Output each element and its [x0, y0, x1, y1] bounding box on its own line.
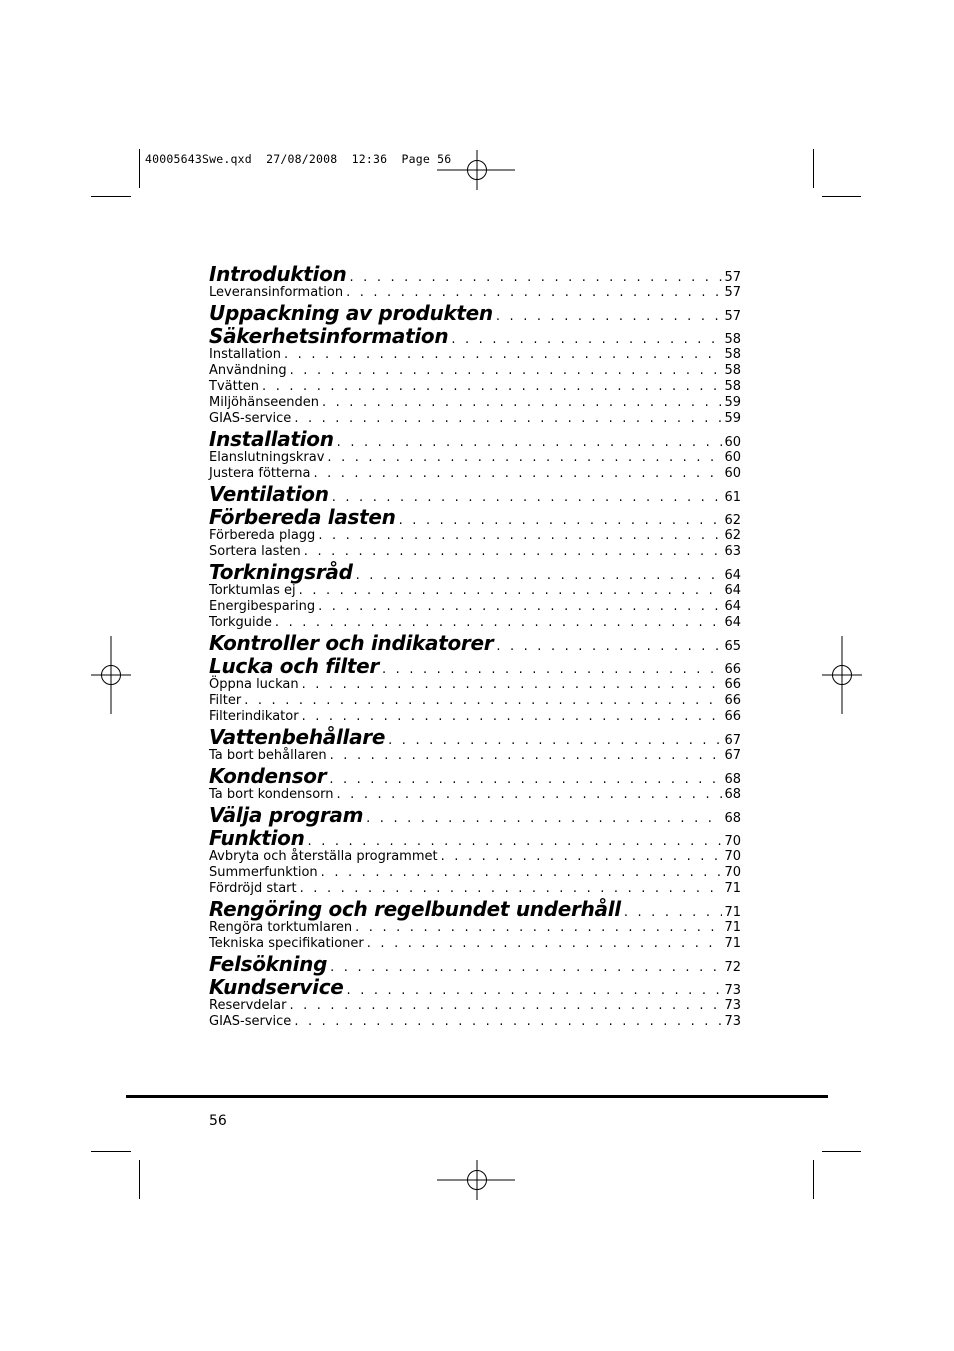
- toc-entry-page: 71: [724, 920, 741, 935]
- toc-entry-title: Rengöra torktumlaren: [209, 920, 353, 935]
- toc-entry-title: Förbereda lasten: [209, 505, 396, 529]
- toc-subsection-entry: [209, 544, 741, 560]
- toc-entry-title: Filter: [209, 693, 242, 708]
- toc-entry-page: 58: [724, 347, 741, 362]
- toc-entry-title: Öppna luckan: [209, 677, 299, 692]
- toc-subsection-entry: [209, 599, 741, 615]
- toc-entry-page: 64: [724, 599, 741, 614]
- dot-leader: [321, 865, 723, 880]
- toc-entry-page: 67: [724, 748, 741, 763]
- toc-entry-page: 73: [724, 998, 741, 1013]
- toc-entry-title: Ventilation: [209, 482, 329, 506]
- toc-section-entry: [209, 826, 741, 849]
- dot-leader: [350, 270, 723, 285]
- toc-subsection-entry: [209, 466, 741, 482]
- toc-entry-title: Torktumlas ej: [209, 583, 296, 598]
- toc-entry-title: Miljöhänseenden: [209, 395, 319, 410]
- dot-leader: [330, 960, 722, 975]
- dot-leader: [330, 748, 723, 763]
- toc-entry-title: Uppackning av produkten: [209, 301, 493, 325]
- toc-entry-page: 60: [724, 435, 741, 450]
- toc-entry-page: 71: [724, 881, 741, 896]
- toc-entry-title: Summerfunktion: [209, 865, 318, 880]
- dot-leader: [322, 395, 723, 410]
- toc-section-entry: [209, 764, 741, 787]
- toc-section-entry: [209, 654, 741, 677]
- table-of-contents: [209, 262, 741, 1030]
- dot-leader: [346, 285, 722, 300]
- dot-leader: [441, 849, 723, 864]
- dot-leader: [337, 435, 723, 450]
- toc-subsection-entry: [209, 748, 741, 764]
- toc-entry-page: 64: [724, 615, 741, 630]
- toc-entry-page: 64: [724, 583, 741, 598]
- toc-subsection-entry: [209, 583, 741, 599]
- dot-leader: [300, 881, 723, 896]
- toc-entry-title: Installation: [209, 347, 282, 362]
- toc-subsection-entry: [209, 1014, 741, 1030]
- toc-entry-title: Säkerhetsinformation: [209, 324, 449, 348]
- dot-leader: [302, 677, 723, 692]
- toc-entry-page: 62: [724, 528, 741, 543]
- toc-entry-page: 73: [724, 1014, 741, 1029]
- toc-entry-page: 58: [724, 363, 741, 378]
- dot-leader: [366, 811, 722, 826]
- dot-leader: [299, 583, 723, 598]
- toc-entry-title: Kundservice: [209, 975, 344, 999]
- toc-entry-title: Lucka och filter: [209, 654, 379, 678]
- toc-section-entry: [209, 952, 741, 975]
- toc-subsection-entry: [209, 936, 741, 952]
- dot-leader: [399, 513, 723, 528]
- toc-entry-title: Elanslutningskrav: [209, 450, 325, 465]
- dot-leader: [496, 309, 723, 324]
- toc-entry-page: 67: [724, 733, 741, 748]
- toc-entry-title: Reservdelar: [209, 998, 287, 1013]
- crop-mark-top-left-horizontal: [91, 196, 131, 197]
- crop-mark-bottom-right-horizontal: [822, 1151, 861, 1152]
- crop-mark-bottom-left-horizontal: [91, 1151, 131, 1152]
- toc-entry-page: 60: [724, 450, 741, 465]
- dot-leader: [290, 363, 723, 378]
- dot-leader: [302, 709, 723, 724]
- toc-entry-page: 59: [724, 395, 741, 410]
- toc-section-entry: [209, 505, 741, 528]
- toc-entry-title: Leveransinformation: [209, 285, 344, 300]
- toc-entry-title: Fördröjd start: [209, 881, 297, 896]
- footer-rule: [126, 1095, 828, 1098]
- toc-entry-page: 58: [724, 332, 741, 347]
- toc-entry-title: Energibesparing: [209, 599, 316, 614]
- dot-leader: [355, 920, 722, 935]
- toc-section-entry: [209, 725, 741, 748]
- toc-subsection-entry: [209, 395, 741, 411]
- toc-subsection-entry: [209, 615, 741, 631]
- toc-entry-title: Tvätten: [209, 379, 260, 394]
- toc-entry-page: 68: [724, 772, 741, 787]
- toc-entry-page: 60: [724, 466, 741, 481]
- toc-entry-page: 57: [724, 309, 741, 324]
- toc-section-entry: [209, 262, 741, 285]
- dot-leader: [382, 662, 722, 677]
- dot-leader: [294, 411, 722, 426]
- toc-subsection-entry: [209, 865, 741, 881]
- toc-entry-page: 71: [724, 905, 741, 920]
- dot-leader: [284, 347, 722, 362]
- toc-entry-title: Välja program: [209, 803, 364, 827]
- toc-entry-page: 68: [724, 811, 741, 826]
- toc-entry-title: Vattenbehållare: [209, 725, 386, 749]
- toc-section-entry: [209, 631, 741, 654]
- toc-entry-page: 66: [724, 693, 741, 708]
- toc-entry-page: 72: [724, 960, 741, 975]
- toc-entry-title: Sortera lasten: [209, 544, 301, 559]
- toc-subsection-entry: [209, 379, 741, 395]
- toc-subsection-entry: [209, 920, 741, 936]
- dot-leader: [332, 490, 723, 505]
- toc-entry-page: 66: [724, 709, 741, 724]
- crop-mark-top-right-horizontal: [822, 196, 861, 197]
- toc-section-entry: [209, 482, 741, 505]
- toc-entry-title: Installation: [209, 427, 334, 451]
- toc-entry-page: 64: [724, 568, 741, 583]
- toc-entry-page: 59: [724, 411, 741, 426]
- toc-entry-page: 63: [724, 544, 741, 559]
- toc-entry-title: Funktion: [209, 826, 305, 850]
- toc-entry-title: Kontroller och indikatorer: [209, 631, 494, 655]
- dot-leader: [329, 772, 722, 787]
- dot-leader: [388, 733, 722, 748]
- toc-entry-title: GIAS-service: [209, 411, 292, 426]
- toc-entry-title: Rengöring och regelbundet underhåll: [209, 897, 621, 921]
- toc-subsection-entry: [209, 285, 741, 301]
- toc-subsection-entry: [209, 849, 741, 865]
- toc-entry-title: Förbereda plagg: [209, 528, 316, 543]
- dot-leader: [356, 568, 723, 583]
- toc-subsection-entry: [209, 677, 741, 693]
- toc-entry-page: 57: [724, 285, 741, 300]
- page-number: 56: [209, 1113, 227, 1129]
- toc-subsection-entry: [209, 411, 741, 427]
- registration-mark-top-icon: [437, 150, 517, 190]
- toc-section-entry: [209, 897, 741, 920]
- toc-subsection-entry: [209, 709, 741, 725]
- toc-entry-title: Avbryta och återställa programmet: [209, 849, 438, 864]
- dot-leader: [294, 1014, 722, 1029]
- dot-leader: [624, 905, 723, 920]
- dot-leader: [275, 615, 723, 630]
- toc-entry-title: Kondensor: [209, 764, 327, 788]
- toc-entry-page: 65: [724, 639, 741, 654]
- crop-mark-bottom-left-vertical: [139, 1160, 140, 1199]
- toc-subsection-entry: [209, 998, 741, 1014]
- toc-entry-page: 66: [724, 662, 741, 677]
- toc-entry-title: Tekniska specifikationer: [209, 936, 364, 951]
- dot-leader: [289, 998, 722, 1013]
- toc-entry-title: GIAS-service: [209, 1014, 292, 1029]
- dot-leader: [451, 332, 722, 347]
- toc-entry-title: Filterindikator: [209, 709, 299, 724]
- toc-entry-page: 70: [724, 834, 741, 849]
- dot-leader: [262, 379, 722, 394]
- toc-entry-page: 61: [724, 490, 741, 505]
- toc-entry-page: 70: [724, 849, 741, 864]
- toc-entry-page: 68: [724, 787, 741, 802]
- toc-subsection-entry: [209, 693, 741, 709]
- crop-mark-bottom-right-vertical: [813, 1160, 814, 1199]
- toc-entry-title: Torkningsråd: [209, 560, 353, 584]
- dot-leader: [367, 936, 723, 951]
- toc-entry-title: Torkguide: [209, 615, 272, 630]
- dot-leader: [337, 787, 723, 802]
- toc-entry-page: 71: [724, 936, 741, 951]
- toc-entry-title: Ta bort behållaren: [209, 748, 327, 763]
- toc-entry-page: 70: [724, 865, 741, 880]
- toc-section-entry: [209, 975, 741, 998]
- dot-leader: [318, 528, 722, 543]
- dot-leader: [496, 639, 722, 654]
- toc-entry-title: Ta bort kondensorn: [209, 787, 334, 802]
- registration-mark-bottom-icon: [437, 1160, 517, 1200]
- dot-leader: [347, 983, 723, 998]
- toc-subsection-entry: [209, 450, 741, 466]
- toc-subsection-entry: [209, 363, 741, 379]
- toc-subsection-entry: [209, 881, 741, 897]
- toc-subsection-entry: [209, 347, 741, 363]
- toc-section-entry: [209, 427, 741, 450]
- crop-mark-top-left-vertical: [139, 149, 140, 188]
- toc-entry-title: Justera fötterna: [209, 466, 311, 481]
- dot-leader: [313, 466, 722, 481]
- toc-entry-page: 58: [724, 379, 741, 394]
- toc-entry-page: 66: [724, 677, 741, 692]
- toc-section-entry: [209, 560, 741, 583]
- crop-mark-top-right-vertical: [813, 149, 814, 188]
- toc-entry-title: Introduktion: [209, 262, 347, 286]
- toc-section-entry: [209, 301, 741, 324]
- toc-section-entry: [209, 803, 741, 826]
- toc-entry-page: 62: [724, 513, 741, 528]
- toc-entry-title: Användning: [209, 363, 287, 378]
- dot-leader: [318, 599, 722, 614]
- toc-subsection-entry: [209, 787, 741, 803]
- toc-subsection-entry: [209, 528, 741, 544]
- registration-mark-right-icon: [822, 636, 862, 714]
- toc-entry-page: 73: [724, 983, 741, 998]
- dot-leader: [308, 834, 723, 849]
- registration-mark-left-icon: [91, 636, 131, 714]
- print-slug: 40005643Swe.qxd 27/08/2008 12:36 Page 56: [145, 152, 452, 166]
- dot-leader: [304, 544, 723, 559]
- dot-leader: [244, 693, 722, 708]
- toc-entry-title: Felsökning: [209, 952, 328, 976]
- dot-leader: [327, 450, 722, 465]
- toc-section-entry: [209, 324, 741, 347]
- toc-entry-page: 57: [724, 270, 741, 285]
